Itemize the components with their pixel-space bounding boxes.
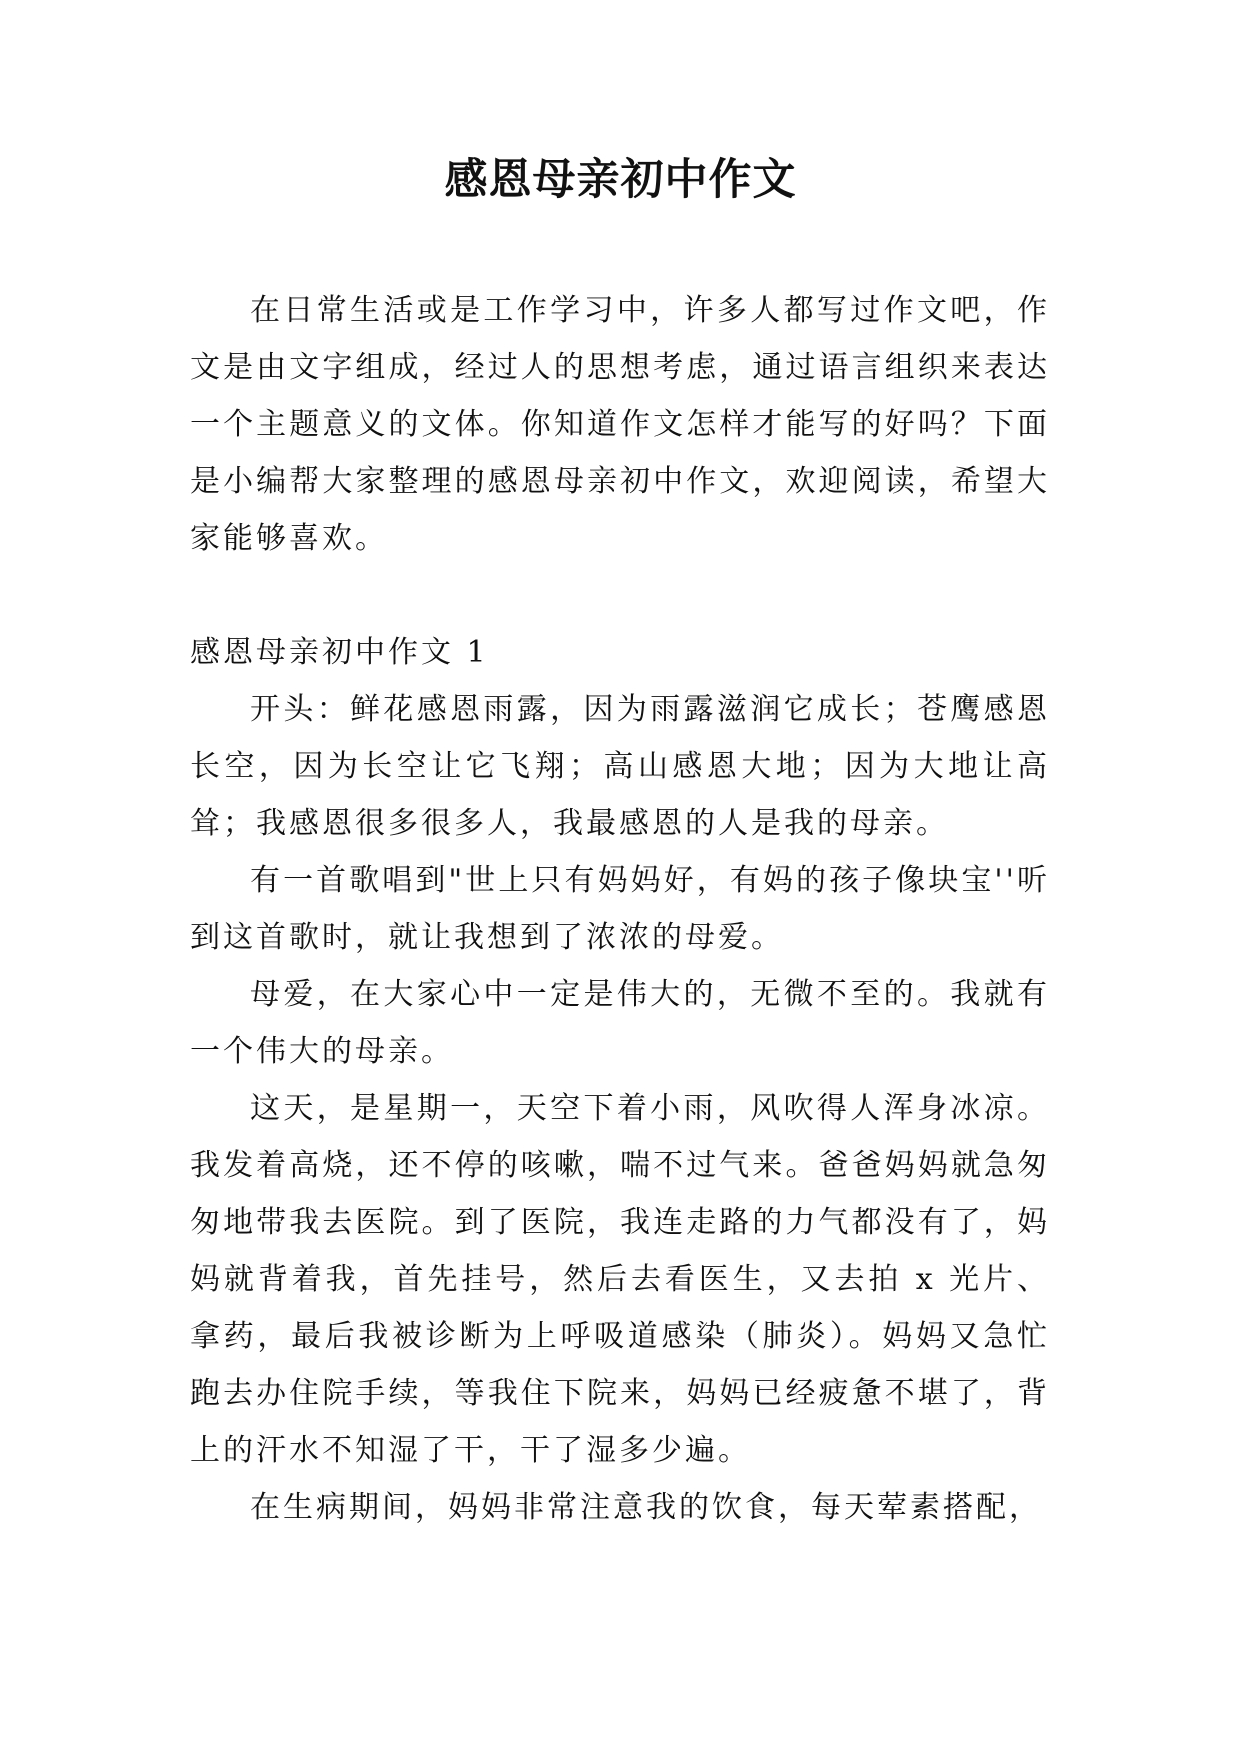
body-paragraph: 这天，是星期一，天空下着小雨，风吹得人浑身冰凉。我发着高烧，还不停的咳嗽，喘不过气来。爸爸妈妈就急匆匆地带我去医院。到了医院，我连走路的力气都没有了，妈妈就背着我，首先挂号，然后去看医生，又去拍 x 光片、拿药，最后我被诊断为上呼吸道感染（肺炎）。妈妈又急忙跑去办住院手续，等我住下院来，妈妈已经疲惫不堪了，背上的汗水不知湿了干，干了湿多少遍。 bbox=[190, 1091, 1050, 1468]
document-body bbox=[190, 282, 1050, 1536]
body-paragraph: 有一首歌唱到"世上只有妈妈好，有妈的孩子像块宝''听到这首歌时，就让我想到了浓浓的母爱。 bbox=[190, 863, 1050, 955]
body-paragraph: 开头：鲜花感恩雨露，因为雨露滋润它成长；苍鹰感恩长空，因为长空让它飞翔；高山感恩大地；因为大地让高耸；我感恩很多很多人，我最感恩的人是我的母亲。 bbox=[190, 692, 1050, 841]
body-paragraph: 在生病期间，妈妈非常注意我的饮食，每天荤素搭配， bbox=[250, 1490, 1042, 1525]
document-title: 感恩母亲初中作文 bbox=[444, 155, 797, 205]
intro-paragraph: 在日常生活或是工作学习中，许多人都写过作文吧，作文是由文字组成，经过人的思想考虑，通过语言组织来表达一个主题意义的文体。你知道作文怎样才能写的好吗？下面是小编帮大家整理的感恩母亲初中作文，欢迎阅读，希望大家能够喜欢。 bbox=[190, 293, 1050, 556]
body-paragraph: 母爱，在大家心中一定是伟大的，无微不至的。我就有一个伟大的母亲。 bbox=[190, 977, 1050, 1069]
section-heading: 感恩母亲初中作文 1 bbox=[190, 635, 489, 670]
